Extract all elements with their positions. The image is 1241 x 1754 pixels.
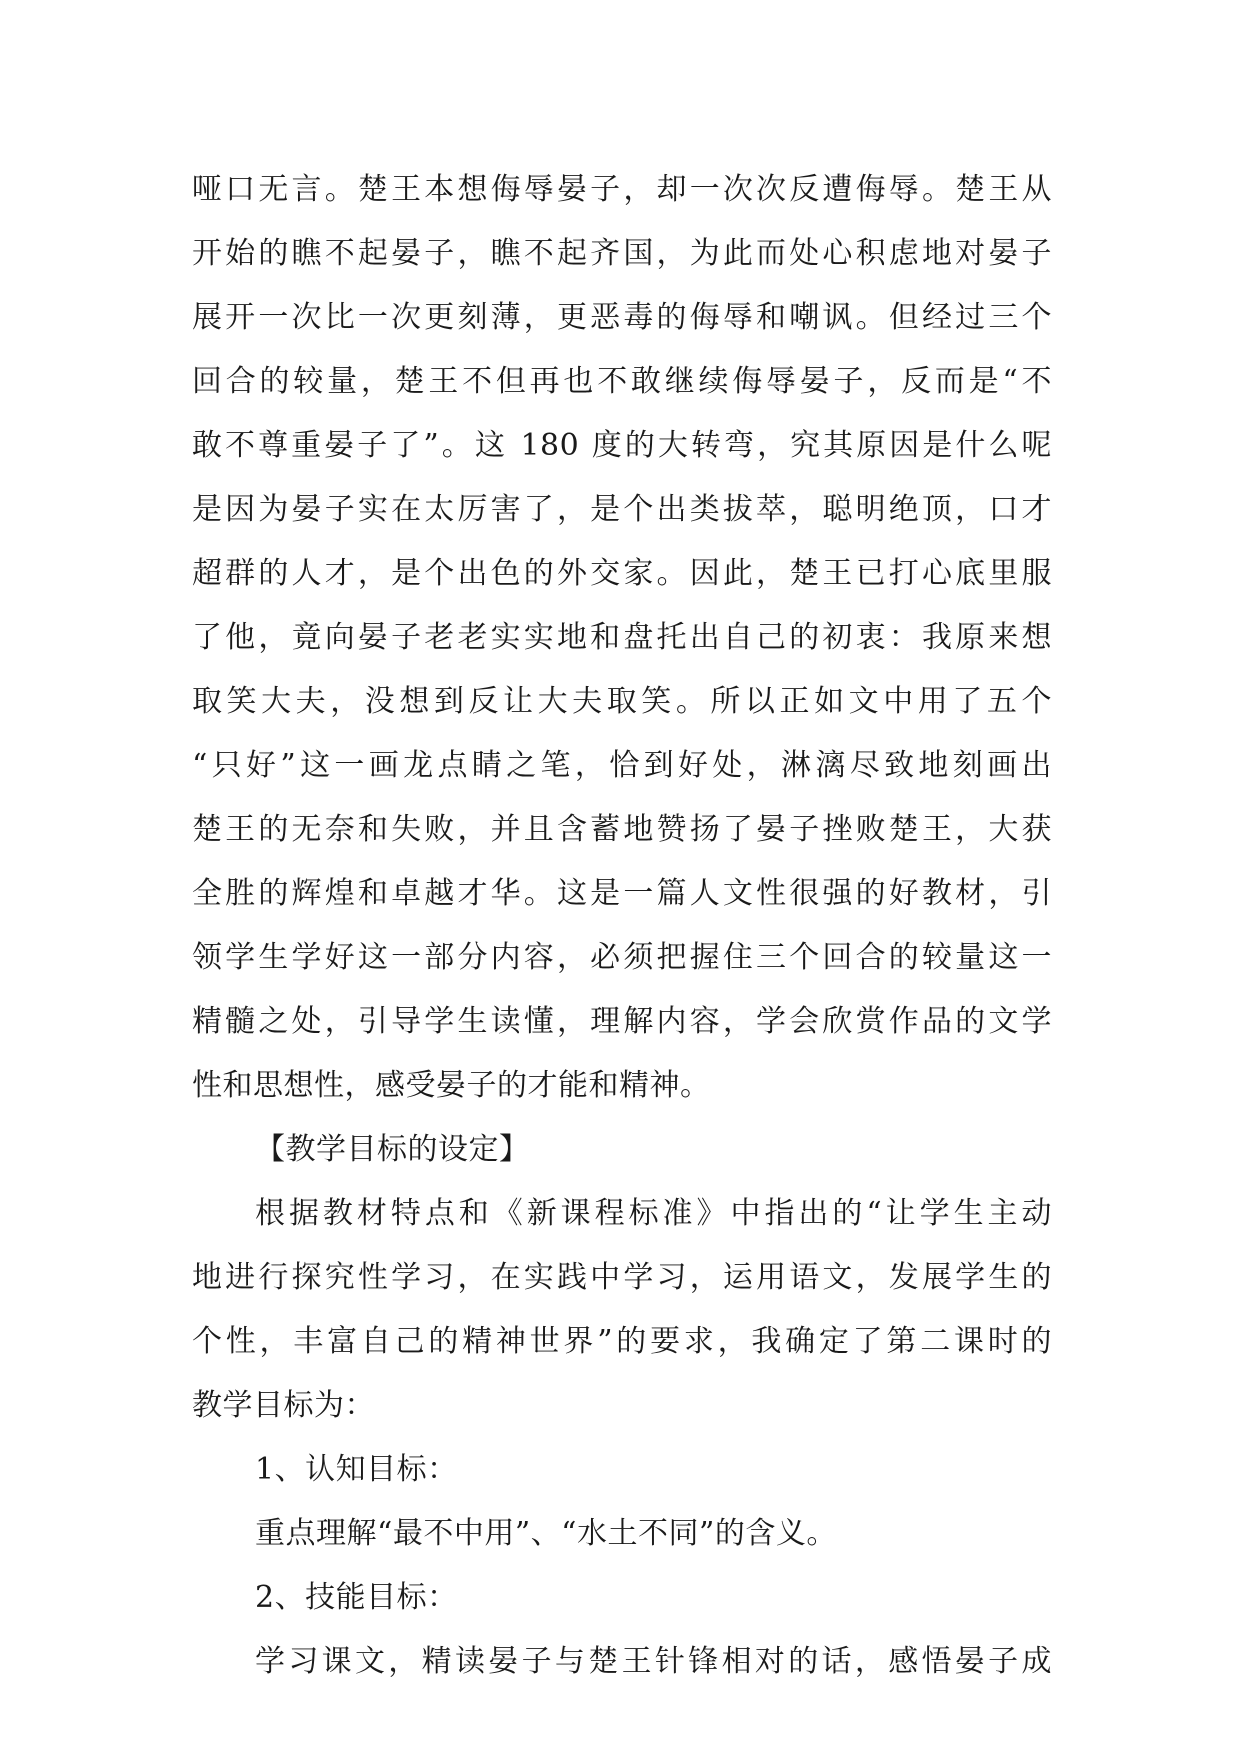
paragraph-line: 展开一次比一次更刻薄，更恶毒的侮辱和嘲讽。但经过三个: [192, 300, 1052, 335]
list-item-heading: 2、技能目标：: [255, 1580, 458, 1615]
paragraph-line: 取笑大夫，没想到反让大夫取笑。所以正如文中用了五个: [192, 684, 1052, 719]
paragraph-line: 了他，竟向晏子老老实实地和盘托出自己的初衷：我原来想: [192, 620, 1052, 655]
paragraph-line: 精髓之处，引导学生读懂，理解内容，学会欣赏作品的文学: [192, 1004, 1052, 1039]
paragraph-line: 楚王的无奈和失败，并且含蓄地赞扬了晏子挫败楚王，大获: [192, 812, 1052, 847]
paragraph-line: 性和思想性，感受晏子的才能和精神。: [192, 1068, 711, 1103]
paragraph-line: 学习课文，精读晏子与楚王针锋相对的话，感悟晏子成: [255, 1644, 1052, 1679]
paragraph-line: 全胜的辉煌和卓越才华。这是一篇人文性很强的好教材，引: [192, 876, 1052, 911]
paragraph-line: 个性，丰富自己的精神世界”的要求，我确定了第二课时的: [192, 1324, 1052, 1359]
section-heading: 【教学目标的设定】: [255, 1132, 530, 1167]
paragraph-line: 敢不尊重晏子了”。这 180 度的大转弯，究其原因是什么呢: [192, 428, 1052, 463]
list-item-heading: 1、认知目标：: [255, 1452, 458, 1487]
paragraph-line: “只好”这一画龙点睛之笔，恰到好处，淋漓尽致地刻画出: [192, 748, 1052, 783]
paragraph-line: 是因为晏子实在太厉害了，是个出类拔萃，聪明绝顶，口才: [192, 492, 1052, 527]
paragraph-line: 领学生学好这一部分内容，必须把握住三个回合的较量这一: [192, 940, 1052, 975]
paragraph-line: 超群的人才，是个出色的外交家。因此，楚王已打心底里服: [192, 556, 1052, 591]
paragraph-line: 哑口无言。楚王本想侮辱晏子，却一次次反遭侮辱。楚王从: [192, 172, 1052, 207]
paragraph-line: 重点理解“最不中用”、“水土不同”的含义。: [255, 1516, 837, 1551]
document-body: [192, 158, 1052, 1694]
paragraph-line: 回合的较量，楚王不但再也不敢继续侮辱晏子，反而是“不: [192, 364, 1052, 399]
paragraph-line: 地进行探究性学习，在实践中学习，运用语文，发展学生的: [192, 1260, 1052, 1295]
paragraph-line: 教学目标为：: [192, 1388, 375, 1423]
paragraph-line: 开始的瞧不起晏子，瞧不起齐国，为此而处心积虑地对晏子: [192, 236, 1052, 271]
paragraph-line: 根据教材特点和《新课程标准》中指出的“让学生主动: [255, 1196, 1052, 1231]
